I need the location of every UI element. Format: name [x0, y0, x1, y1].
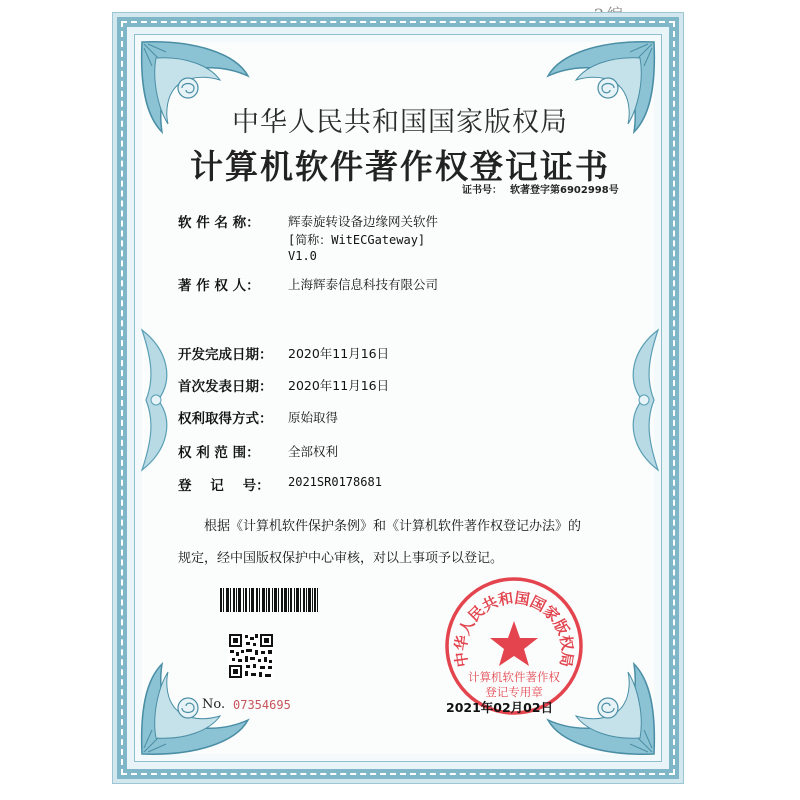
issue-date: 2021年02月02日	[446, 700, 554, 715]
serial-number-value: 07354695	[233, 698, 291, 712]
qr-code-image	[228, 633, 274, 679]
rights-scope-value: 全部权利	[288, 444, 339, 459]
publication-date-value: 2020年11月16日	[288, 378, 390, 393]
authority-heading: 中华人民共和国国家版权局	[232, 107, 568, 138]
seal-text-line-2: 登记专用章	[485, 685, 543, 699]
side-ornament-right	[618, 320, 662, 480]
copyright-holder-label: 著 作 权 人：	[178, 278, 260, 294]
software-name-label: 软 件 名 称：	[178, 215, 260, 231]
software-short-name: [简称：WitECGateway]	[288, 233, 426, 247]
acquisition-method-label: 权利取得方式：	[178, 411, 273, 427]
acquisition-method-value: 原始取得	[288, 410, 339, 425]
certificate-number-value: 软著登字第6902998号	[510, 185, 619, 196]
copyright-holder-value: 上海辉泰信息科技有限公司	[288, 277, 439, 292]
seal-text-line-1: 计算机软件著作权	[468, 670, 560, 684]
seal-arc-text: 中华人民共和国国家版权局	[451, 588, 577, 669]
publication-date-label: 首次发表日期：	[178, 379, 273, 395]
rights-scope-label: 权 利 范 围：	[178, 445, 260, 461]
certificate-title: 计算机软件著作权登记证书	[190, 147, 610, 186]
statement-line-1: 根据《计算机软件保护条例》和《计算机软件著作权登记办法》的	[204, 519, 582, 534]
completion-date-value: 2020年11月16日	[288, 346, 390, 361]
certificate-number	[462, 181, 619, 196]
completion-date-label: 开发完成日期：	[178, 347, 273, 363]
certificate-number-label: 证书号：	[462, 185, 502, 196]
statement-line-2: 规定，经中国版权保护中心审核，对以上事项予以登记。	[178, 551, 504, 566]
software-name-value: 辉泰旋转设备边缘网关软件	[288, 214, 439, 229]
barcode-image	[220, 588, 318, 612]
serial-number-label: No.	[202, 697, 226, 712]
software-version: V1.0	[288, 249, 317, 263]
official-seal-stamp	[443, 575, 585, 717]
side-ornament-left	[138, 320, 182, 480]
registration-number-label: 登 记 号：	[178, 478, 270, 494]
registration-number-value: 2021SR0178681	[288, 475, 382, 489]
